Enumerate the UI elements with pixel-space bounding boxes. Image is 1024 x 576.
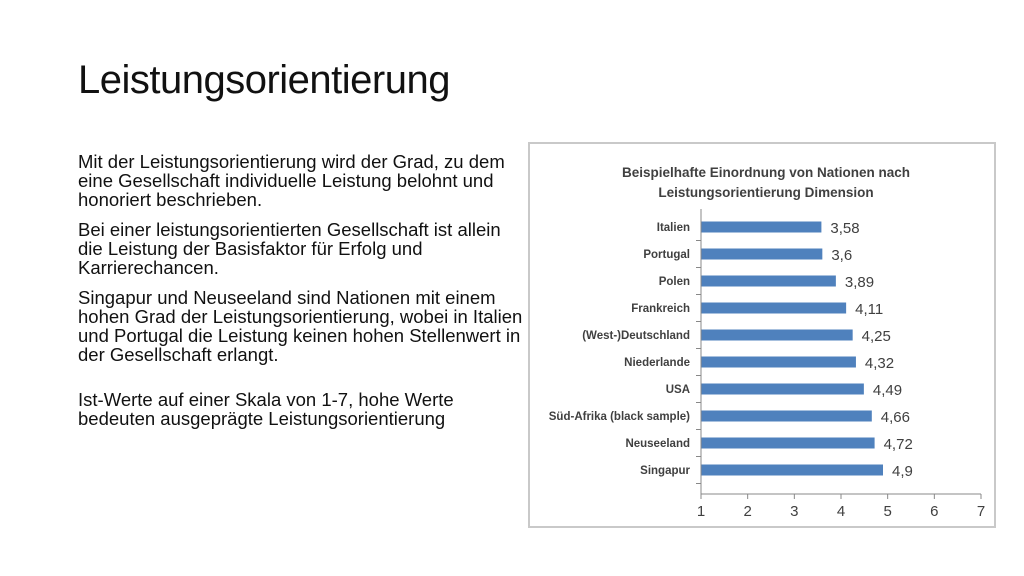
bar — [701, 222, 821, 233]
slide-body-text — [78, 152, 523, 439]
bar — [701, 411, 872, 422]
slide-title: Leistungsorientierung — [78, 58, 450, 102]
value-label: 4,49 — [872, 382, 903, 399]
bar — [701, 249, 822, 260]
value-label: 4,66 — [880, 409, 911, 426]
category-label: Niederlande — [624, 357, 690, 369]
bar — [701, 384, 864, 395]
x-tick-label: 6 — [930, 503, 939, 520]
value-label: 4,32 — [864, 355, 895, 372]
category-label: Frankreich — [631, 303, 690, 315]
bar — [701, 357, 856, 368]
bar — [701, 303, 846, 314]
value-label: 4,11 — [855, 301, 884, 318]
x-tick-label: 3 — [790, 503, 799, 520]
x-tick-label: 2 — [743, 503, 752, 520]
bar — [701, 276, 836, 287]
category-label: Neuseeland — [625, 438, 690, 450]
category-label: Süd-Afrika (black sample) — [548, 411, 690, 423]
chart-frame — [528, 142, 996, 528]
bar-chart — [530, 144, 994, 526]
category-label: Italien — [656, 222, 690, 234]
value-label: 3,6 — [831, 247, 853, 264]
x-tick-label: 5 — [883, 503, 892, 520]
category-label: Portugal — [643, 249, 690, 261]
value-label: 4,72 — [883, 436, 913, 453]
paragraph-scale-note: Ist-Werte auf einer Skala von 1-7, hohe Werte bedeuten ausgeprägte Leistungsorientierung — [78, 389, 454, 429]
category-label: (West-)Deutschland — [582, 330, 690, 342]
value-label: 3,58 — [830, 220, 860, 237]
x-tick-label: 4 — [836, 503, 846, 520]
paragraph-basis: Bei einer leistungsorientierten Gesellschaft ist allein die Leistung der Basisfaktor für Erfolg und Karrierechancen. — [78, 219, 501, 278]
bar — [701, 330, 853, 341]
chart-title-line-1: Beispielhafte Einordnung von Nationen nach — [621, 165, 911, 180]
bar — [701, 438, 875, 449]
paragraph-examples: Singapur und Neuseeland sind Nationen mit einem hohen Grad der Leistungsorientierung, wobei in Italien und Portugal die Leistung keinen hohen Stellenwert in der Gesellschaft erlangt. — [78, 287, 523, 365]
bar — [701, 465, 883, 476]
category-label: USA — [665, 384, 690, 396]
category-label: Singapur — [640, 465, 690, 477]
x-tick-label: 7 — [976, 503, 986, 520]
value-label: 4,9 — [892, 463, 913, 480]
category-label: Polen — [658, 276, 690, 288]
x-tick-label: 1 — [696, 503, 706, 520]
value-label: 3,89 — [844, 274, 875, 291]
paragraph-definition: Mit der Leistungsorientierung wird der Grad, zu dem eine Gesellschaft individuelle Leistung belohnt und honoriert beschrieben. — [78, 151, 505, 210]
chart-title-line-2: Leistungsorientierung Dimension — [658, 185, 874, 200]
value-label: 4,25 — [861, 328, 891, 345]
